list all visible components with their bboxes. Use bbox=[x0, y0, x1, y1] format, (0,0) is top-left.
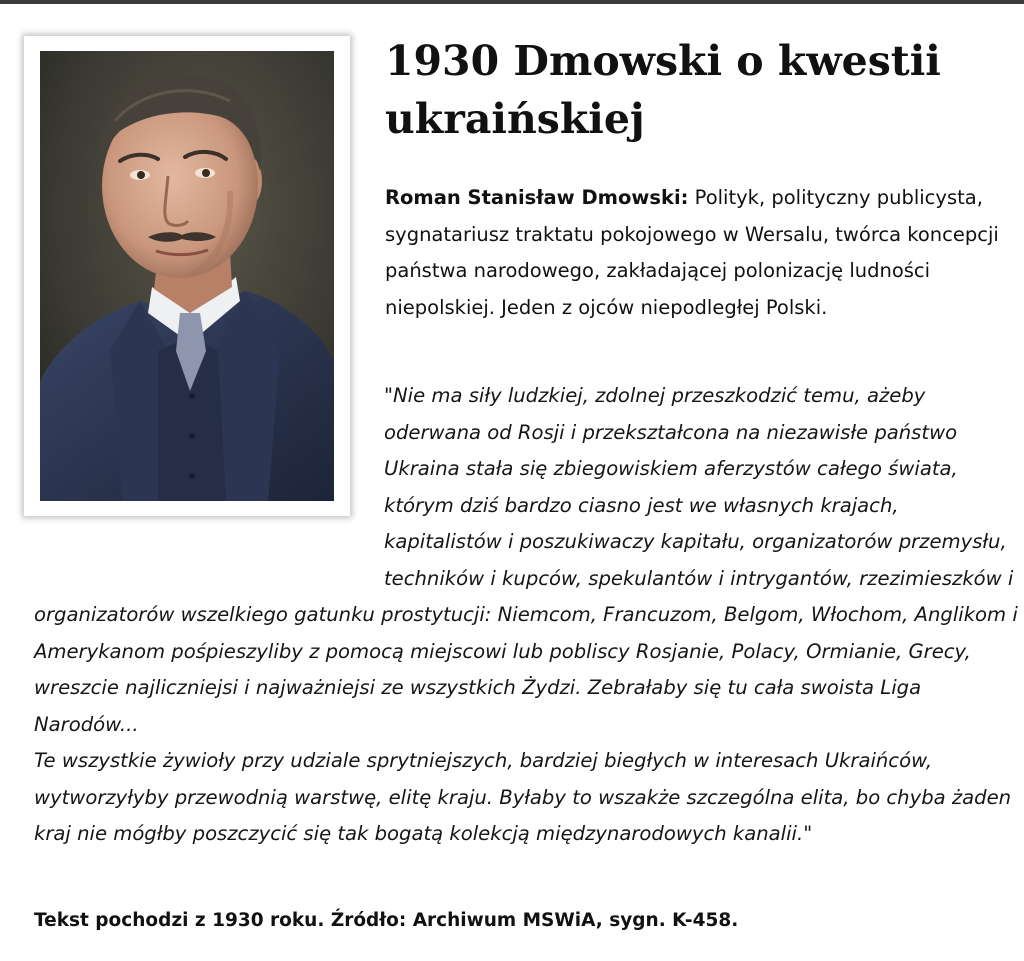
quote-paragraph-2: Te wszystkie żywioły przy udziale sprytniejszych, bardziej biegłych w interesach Ukraińców, wytworzyłyby przewodnią warstwę, elitę kraju. Byłaby to wszakże szczególna elita, bo chyba żaden kraj nie mógłby poszczycić się tak bogatą kolekcją międzynarodowych kanalii." bbox=[34, 749, 1012, 845]
bio-text: Polityk, polityczny publicysta, sygnatariusz traktatu pokojowego w Wersalu, twórca koncepcji państwa narodowego, zakładającej polonizację ludności niepolskiej. Jeden z ojców niepodległej Polski. bbox=[385, 186, 999, 319]
bio-paragraph bbox=[385, 180, 1010, 326]
source-note: Tekst pochodzi z 1930 roku. Źródło: Archiwum MSWiA, sygn. K-458. bbox=[34, 910, 739, 931]
quote-block bbox=[34, 378, 1019, 853]
page-title: 1930 Dmowski o kwestii ukraińskiej bbox=[385, 37, 941, 143]
bio-name: Roman Stanisław Dmowski: bbox=[385, 186, 689, 209]
photo-float-spacer bbox=[34, 378, 384, 561]
quote-paragraph-1: "Nie ma siły ludzkiej, zdolnej przeszkodzić temu, ażeby oderwana od Rosji i przekształcona na niezawisłe państwo Ukraina stała się zbiegowiskiem aferzystów całego świata, którym dziś bardzo ciasno jest we własnych krajach, kapitalistów i poszukiwaczy kapitału, organizatorów przemysłu, techników i kupców, spekulantów i intrygantów, rzezimieszków i organizatorów wszelkiego gatunku prostytucji: Niemcom, Francuzom, Belgom, Włochom, Anglikom i Amerykanom pośpieszyliby z pomocą miejscowi lub pobliscy Rosjanie, Polacy, Ormianie, Grecy, wreszcie najliczniejsi i najważniejsi ze wszystkich Żydzi. Zebrałaby się tu cała swoista Liga Narodów... bbox=[34, 384, 1018, 736]
top-border bbox=[0, 0, 1024, 4]
